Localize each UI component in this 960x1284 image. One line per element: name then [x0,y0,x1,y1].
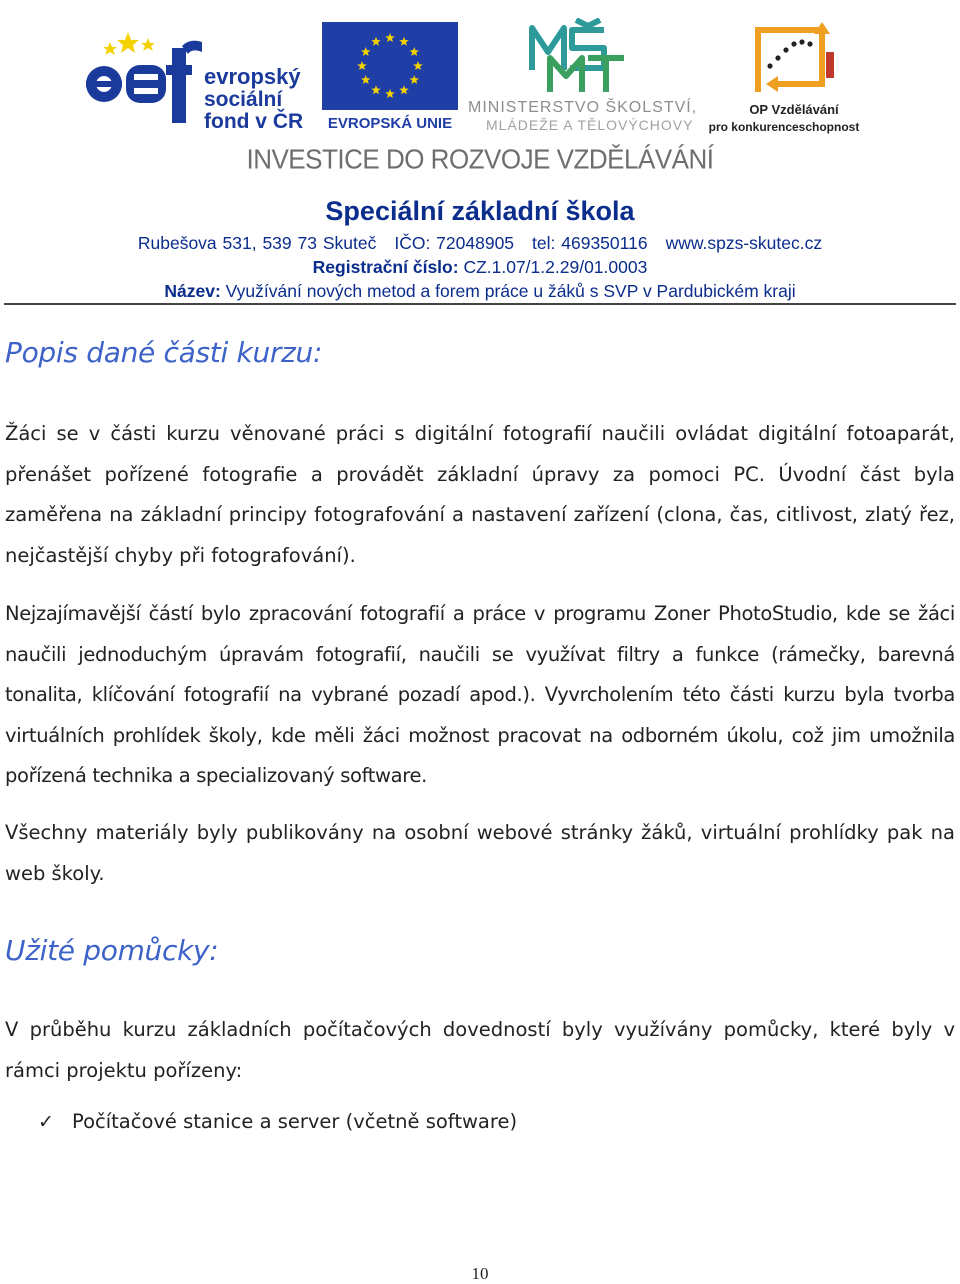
op-line1: OP Vzdělávání [749,102,839,117]
paragraph-tools: V průběhu kurzu základních počítačových dovedností byly využívány pomůcky, které byly v rámci projektu pořízeny: [5,1018,955,1082]
registration-number: CZ.1.07/1.2.29/01.0003 [463,257,648,277]
school-address: Rubešova 531, 539 73 Skuteč [137,233,377,253]
esf-line1: evropský [204,64,301,89]
school-ico: IČO: 72048905 [394,233,515,253]
header-divider [4,303,956,305]
esf-line2: sociální [204,88,283,111]
school-name: Speciální základní škola [325,196,635,226]
project-name: Využívání nových metod a forem práce u žáků s SVP v Pardubickém kraji [225,281,796,301]
paragraph-intro: Žáci se v části kurzu věnované práci s digitální fotografií naučili ovládat digitální fotoaparát, přenášet pořízené fotografie a provádět základní úpravy za pomoci PC. Úvodní část byla zaměřena na základní principy fotografování a nastavení zařízení (clona, čas, citlivost, zlatý řez, nejčastější chyby při fotografování). [5,422,955,567]
paragraph-publication: Všechny materiály byly publikovány na osobní webové stránky žáků, virtuální prohlídky pak na web školy. [5,821,955,885]
op-line2: pro konkurenceschopnost [708,120,860,134]
school-contact-line [0,233,960,254]
msmt-line1: MINISTERSTVO ŠKOLSTVÍ, [468,99,698,116]
msmt-logo [464,18,704,136]
op-vzdelavani-logo [708,22,868,138]
list-item-text: Počítačové stanice a server (včetně software) [72,1110,518,1133]
project-label: Název: [164,281,221,301]
section-heading-course-description: Popis dané části kurzu: [5,336,323,369]
logo-strip [0,0,960,185]
list-item [38,1110,517,1133]
registration-line [0,257,960,278]
eu-caption: EVROPSKÁ UNIE [327,115,453,132]
school-phone: tel: 469350116 [532,233,648,253]
tools-checklist [38,1110,517,1133]
esf-line3: fond v ČR [204,110,304,133]
msmt-line2: MLÁDEŽE A TĚLOVÝCHOVY [486,117,694,133]
page-number: 10 [471,1264,489,1283]
registration-label: Registrační číslo: [312,257,459,277]
eu-flag-logo [322,22,458,134]
paragraph-photostudio: Nejzajímavější částí bylo zpracování fotografií a práce v programu Zoner PhotoStudio, kde se žáci naučili jednoduchým úpravám fotografií, naučili se využívat filtry a funkce (rámečky, barevná tonalita, klíčování fotografií na vybrané pozadí apod.). Vyvrcholením této části kurzu byla tvorba virtuálních prohlídek školy, kde měli žáci možnost pracovat na odborném úkolu, což jim umožnila pořízená technika a specializovaný software. [5,602,955,787]
section-heading-tools: Užité pomůcky: [5,934,219,967]
school-website[interactable]: www.spzs-skutec.cz [665,233,823,253]
investice-banner: INVESTICE DO ROZVOJE VZDĚLÁVÁNÍ [246,142,714,176]
esf-logo [78,18,316,138]
check-icon: ✓ [38,1110,54,1133]
project-name-line [0,281,960,302]
